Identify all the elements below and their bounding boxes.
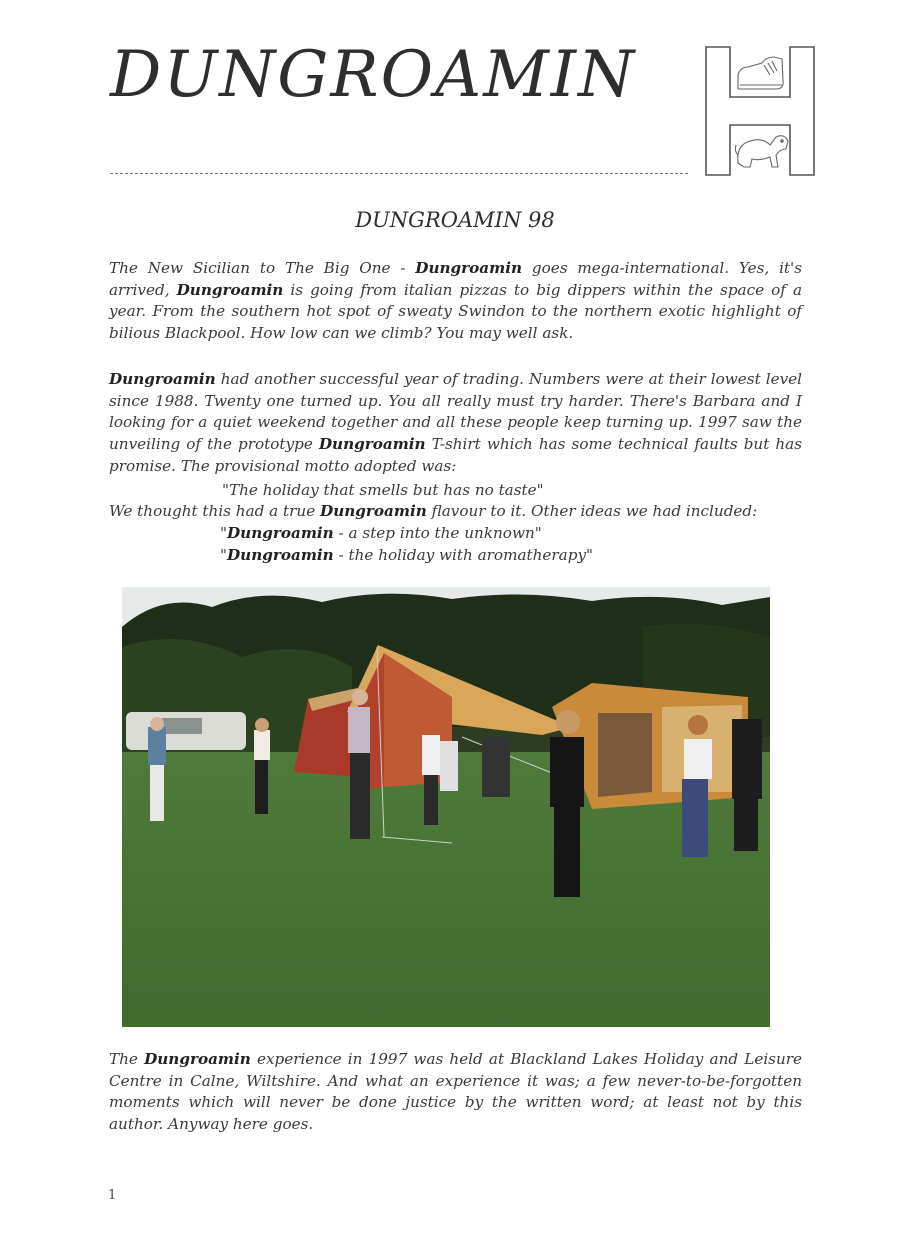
page-number: 1 [108, 1188, 117, 1203]
masthead-title: DUNGROAMIN [110, 38, 637, 112]
brand-name: Dungroamin [176, 280, 284, 299]
motto-quote: "The holiday that smells but has no taste" [222, 481, 544, 499]
brand-name: Dungroamin [227, 524, 334, 542]
venue-paragraph: The Dungroamin experience in 1997 was held at Blackland Lakes Holiday and Leisure Centre in Calne, Wiltshire. And what an experience it was; a few never-to-be-forgotten moments which will never be done justice by the written word; at least not by this author. Anyway here goes. [109, 1050, 802, 1134]
brand-name: Dungroamin [227, 546, 334, 564]
brand-name: Dungroamin [144, 1050, 251, 1068]
campsite-photo [122, 587, 770, 1027]
dog-icon [735, 136, 788, 167]
dashed-divider [110, 173, 688, 174]
article-heading: DUNGROAMIN 98 [355, 208, 555, 232]
brand-name: Dungroamin [109, 370, 216, 388]
intro-paragraph: The New Sicilian to The Big One - Dungroamin goes mega-international. Yes, it's arrived, Dungroamin is going from italian pizzas to big dippers within the space of a year. From the southern hot spot of sweaty Swindon to the northern exotic highlight of bilious Blackpool. How low can we climb? You may well ask. [109, 259, 802, 343]
logo-emblem [704, 45, 816, 177]
idea-one: "Dungroamin - a step into the unknown" [220, 524, 542, 542]
brand-name: Dungroamin [320, 502, 427, 520]
brand-name: Dungroamin [415, 259, 523, 277]
brand-name: Dungroamin [318, 435, 426, 454]
trading-paragraph: Dungroamin had another successful year of trading. Numbers were at their lowest level since 1988. Twenty one turned up. You all really must try harder. There's Barbara and I looking for a quiet weekend together and all these people keep turning up. 1997 saw the unveiling of the prototype Dungroamin T-shirt which has some technical faults but has promise. The provisional motto adopted was: [109, 370, 802, 475]
flavour-line: We thought this had a true Dungroamin flavour to it. Other ideas we had included: [109, 502, 758, 520]
idea-two: "Dungroamin - the holiday with aromatherapy" [220, 546, 594, 564]
boot-icon [738, 57, 783, 89]
